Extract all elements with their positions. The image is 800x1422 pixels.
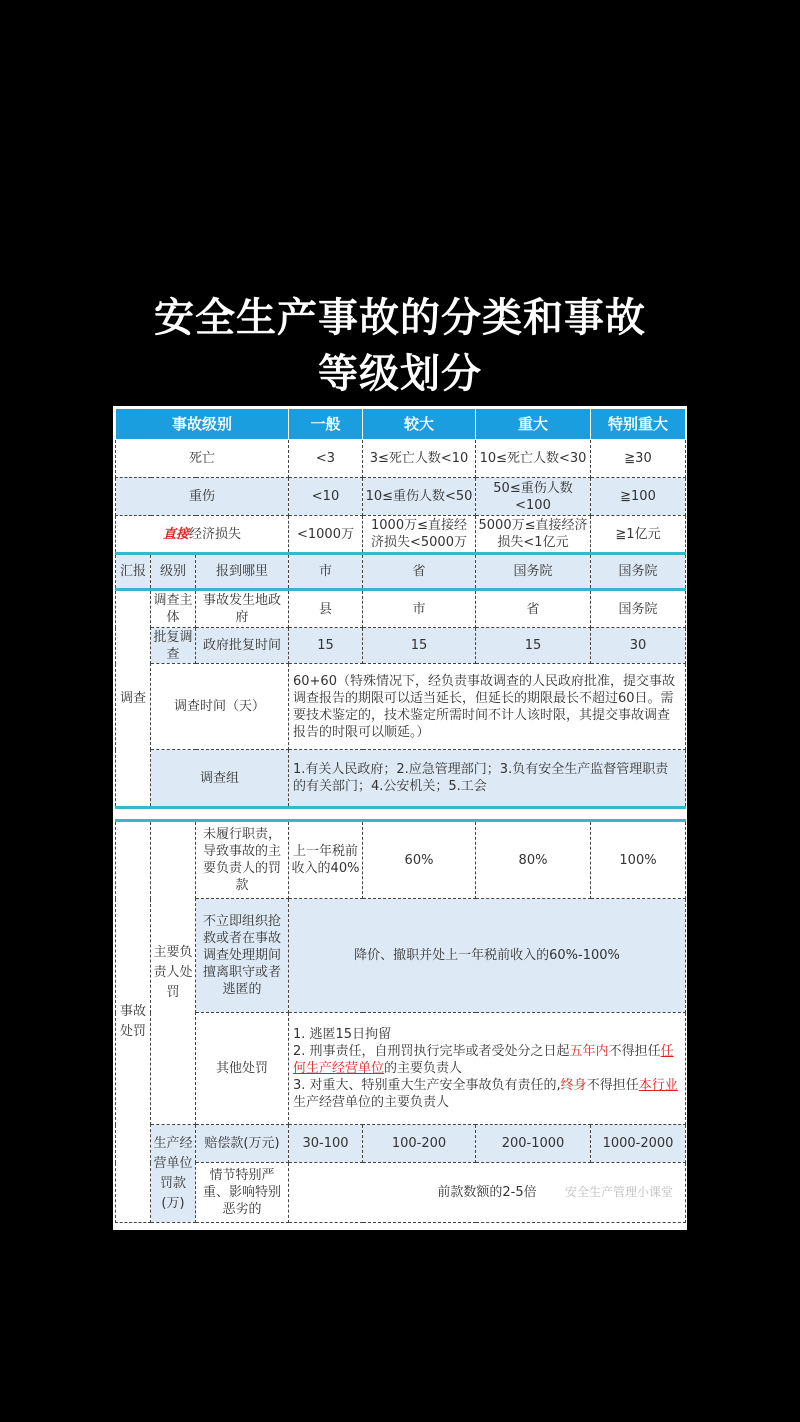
group-penalty: 事故处罚	[116, 821, 151, 1223]
group-investigation: 调查	[116, 590, 151, 808]
classification-table-sheet	[113, 406, 687, 1230]
header-level: 事故级别	[116, 409, 289, 440]
cell: 1000-2000	[591, 1125, 686, 1163]
row-label: 重伤	[116, 478, 289, 516]
industry-highlight: 本行业	[638, 1078, 678, 1093]
other-line-2	[293, 1043, 681, 1077]
row-label: 调查时间（天）	[151, 664, 289, 750]
row-label: 其他处罚	[196, 1013, 289, 1125]
person-penalty-sub: 主要负责人处罚	[151, 821, 196, 1125]
any-unit-highlight: 任何生产经营单位	[293, 1044, 674, 1076]
cell: 60%	[363, 821, 476, 899]
row-label: 未履行职责，导致事故的主要负责人的罚款	[196, 821, 289, 899]
row-label: 政府批复时间	[196, 628, 289, 664]
death-row	[116, 440, 686, 478]
cell: 国务院	[591, 554, 686, 590]
cell: ≧100	[591, 478, 686, 516]
cell: 5000万≤直接经济损失<1亿元	[476, 516, 591, 554]
cell: 国务院	[591, 590, 686, 628]
flee-penalty-text: 降价、撤职并处上一年税前收入的60%-100%	[289, 899, 686, 1013]
other-penalty-text	[289, 1013, 686, 1125]
cell: <10	[289, 478, 363, 516]
watermark: 安全生产管理小课堂	[564, 1185, 673, 1199]
row-label: 报到哪里	[196, 554, 289, 590]
title-line-2: 等级划分	[318, 350, 482, 397]
page-title	[0, 290, 800, 402]
text: 3. 对重大、特别重大生产安全事故负有责任的,	[293, 1078, 561, 1093]
cell: 15	[363, 628, 476, 664]
cell: 30	[591, 628, 686, 664]
person-fine-row	[116, 821, 686, 899]
cell: 100-200	[363, 1125, 476, 1163]
header-extra-major: 特别重大	[591, 409, 686, 440]
cell: 上一年税前收入的40%	[289, 821, 363, 899]
cell: 200-1000	[476, 1125, 591, 1163]
cell: ≧1亿元	[591, 516, 686, 554]
approval-sub: 批复调查	[151, 628, 196, 664]
penalty-table	[115, 819, 686, 1223]
cell: 市	[289, 554, 363, 590]
investigation-time-text: 60+60（特殊情况下，经负责事故调查的人民政府批准，提交事故调查报告的期限可以适当延长，但延长的期限最长不超过60日。需要技术鉴定的，技术鉴定所需时间不计人该时限，其提交事故调查报告的时限可以顺延。）	[289, 664, 686, 750]
five-years-highlight: 五年内	[569, 1044, 609, 1059]
loss-label-rest: 经济损失	[189, 526, 242, 542]
text: 2. 刑事责任，自刑罚执行完毕或者受处分之日起	[293, 1044, 570, 1059]
cell: 县	[289, 590, 363, 628]
unit-comp-row	[116, 1125, 686, 1163]
cell: <3	[289, 440, 363, 478]
cell: 省	[363, 554, 476, 590]
text: 生产经营单位的主要负责人	[293, 1095, 450, 1110]
header-major: 重大	[476, 409, 591, 440]
investigation-team-text: 1.有关人民政府；2.应急管理部门；3.负有安全生产监督管理职责的有关部门；4.公安机关；5.工会	[289, 750, 686, 808]
cell: <1000万	[289, 516, 363, 554]
cell: 50≤重伤人数<100	[476, 478, 591, 516]
cell: 省	[476, 590, 591, 628]
subject-sub: 调查主体	[151, 590, 196, 628]
other-line-1: 1. 逃匿15日拘留	[293, 1027, 392, 1042]
report-sub: 级别	[151, 554, 196, 590]
injury-row	[116, 478, 686, 516]
cell: 1000万≤直接经济损失<5000万	[363, 516, 476, 554]
cell: 15	[289, 628, 363, 664]
text: 不得担任	[608, 1044, 661, 1059]
accident-level-table	[115, 408, 686, 809]
loss-row	[116, 516, 686, 554]
cell: 15	[476, 628, 591, 664]
cell: 100%	[591, 821, 686, 899]
investigation-time-row	[116, 664, 686, 750]
person-other-row	[116, 1013, 686, 1125]
other-line-3	[293, 1077, 681, 1111]
cell: 国务院	[476, 554, 591, 590]
cell: 10≤死亡人数<30	[476, 440, 591, 478]
row-label: 调查组	[151, 750, 289, 808]
unit-fine-sub: 生产经营单位罚款(万)	[151, 1125, 196, 1223]
cell: 30-100	[289, 1125, 363, 1163]
cell: 80%	[476, 821, 591, 899]
row-label: 死亡	[116, 440, 289, 478]
row-label: 不立即组织抢救或者在事故调查处理期间擅离职守或者逃匿的	[196, 899, 289, 1013]
report-row	[116, 554, 686, 590]
person-flee-row	[116, 899, 686, 1013]
header-large: 较大	[363, 409, 476, 440]
title-line-1: 安全生产事故的分类和事故	[154, 294, 646, 341]
header-row	[116, 409, 686, 440]
cell: 10≤重伤人数<50	[363, 478, 476, 516]
row-label: 情节特别严重、影响特别恶劣的	[196, 1163, 289, 1223]
group-report: 汇报	[116, 554, 151, 590]
direct-highlight: 直接	[162, 526, 189, 542]
header-general: 一般	[289, 409, 363, 440]
cell: 3≤死亡人数<10	[363, 440, 476, 478]
investigation-subject-row	[116, 590, 686, 628]
row-label	[116, 516, 289, 554]
investigation-team-row	[116, 750, 686, 808]
investigation-approval-row	[116, 628, 686, 664]
row-label: 事故发生地政府	[196, 590, 289, 628]
cell: ≧30	[591, 440, 686, 478]
severe-penalty-text: 前款数额的2-5倍	[289, 1163, 686, 1223]
text: 不得担任	[586, 1078, 639, 1093]
cell: 市	[363, 590, 476, 628]
row-label: 赔偿款(万元)	[196, 1125, 289, 1163]
lifetime-highlight: 终身	[560, 1078, 587, 1093]
text: 的主要负责人	[384, 1061, 463, 1076]
